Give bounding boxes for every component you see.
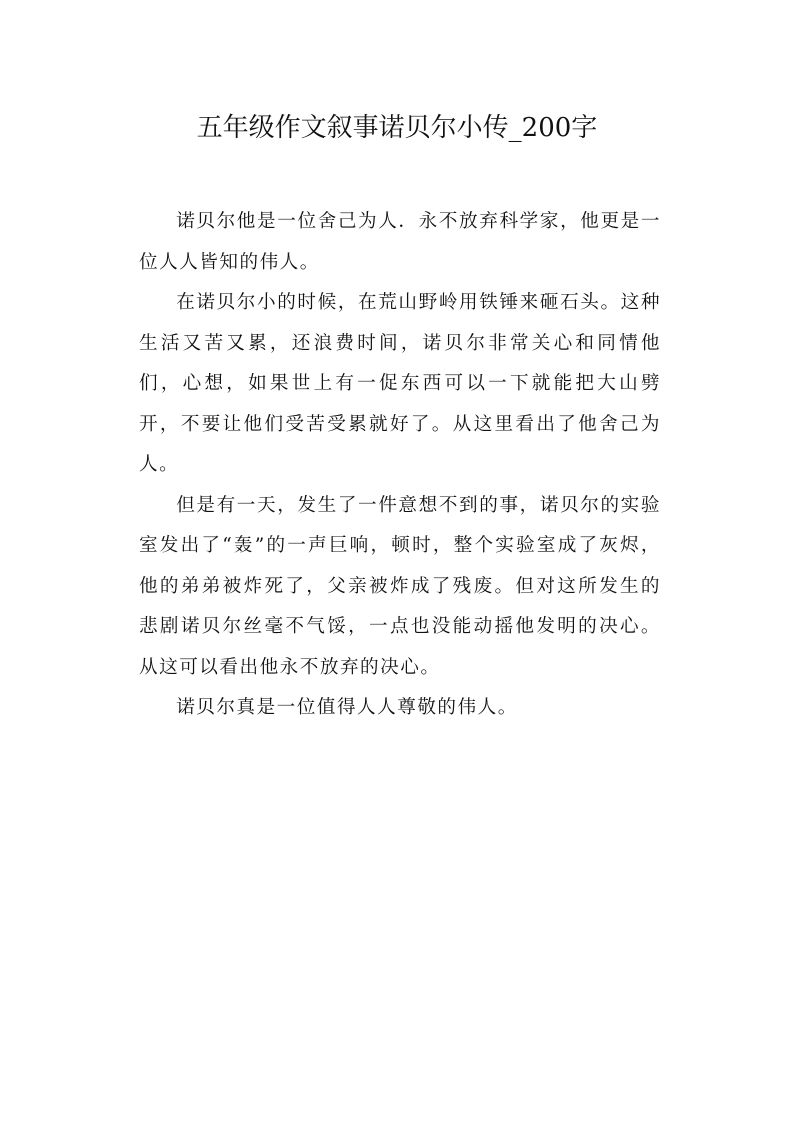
paragraph-3: 但是有一天，发生了一件意想不到的事，诺贝尔的实验室发出了“轰”的一声巨响，顿时，整个实验室成了灰烬，他的弟弟被炸死了，父亲被炸成了残废。但对这所发生的悲剧诺贝尔丝毫不气馁，一点也没能动摇他发明的决心。从这可以看出他永不放弃的决心。: [139, 494, 661, 678]
paragraph-2: 在诺贝尔小的时候，在荒山野岭用铁锤来砸石头。这种生活又苦又累，还浪费时间，诺贝尔非常关心和同情他们，心想，如果世上有一促东西可以一下就能把大山劈开，不要让他们受苦受累就好了。从这里看出了他舍己为人。: [139, 292, 661, 475]
paragraph-4: 诺贝尔真是一位值得人人尊敬的伟人。: [176, 697, 518, 718]
document-title: 五年级作文叙事诺贝尔小传_200字: [196, 113, 598, 143]
document-body: [139, 202, 661, 729]
paragraph-1: 诺贝尔他是一位舍己为人．永不放弃科学家，他更是一位人人皆知的伟人。: [139, 211, 661, 273]
